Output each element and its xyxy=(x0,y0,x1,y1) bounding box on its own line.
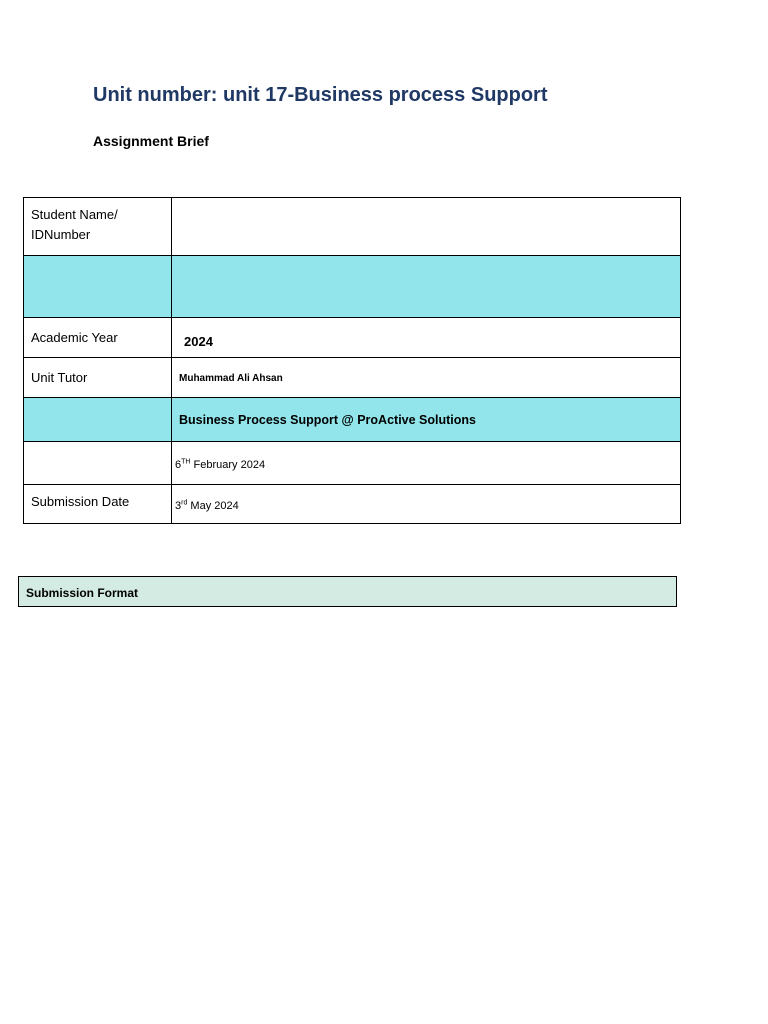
assignment-title-label xyxy=(24,398,172,442)
table-row-academic-year xyxy=(24,318,681,358)
table-row-assignment-title xyxy=(24,398,681,442)
academic-year-label: Academic Year xyxy=(24,318,172,358)
unit-tutor-label: Unit Tutor xyxy=(24,358,172,398)
submission-format-label: Submission Format xyxy=(26,586,139,600)
blank-value-cell xyxy=(172,256,681,318)
table-row-student-name xyxy=(24,198,681,256)
submission-date-value: 3rd May 2024 xyxy=(175,498,239,512)
issue-date-label xyxy=(24,442,172,485)
student-name-value[interactable] xyxy=(172,198,681,256)
table-row-unit-tutor xyxy=(24,358,681,398)
unit-tutor-value: Muhammad Ali Ahsan xyxy=(179,372,283,384)
academic-year-cell xyxy=(172,318,681,358)
student-name-label: Student Name/ IDNumber xyxy=(24,198,172,256)
blank-label-cell xyxy=(24,256,172,318)
submission-date-cell xyxy=(172,485,681,524)
document-subtitle: Assignment Brief xyxy=(93,133,209,149)
table-row-issue-date xyxy=(24,442,681,485)
assignment-title-value: Business Process Support @ ProActive Solutions xyxy=(179,412,476,427)
assignment-brief-table xyxy=(23,197,681,524)
academic-year-value: 2024 xyxy=(184,333,213,349)
submission-format-bar xyxy=(18,576,677,607)
table-row-submission-date xyxy=(24,485,681,524)
submission-date-label: Submission Date xyxy=(24,485,172,524)
document-title: Unit number: unit 17-Business process Support xyxy=(93,84,548,106)
assignment-title-cell xyxy=(172,398,681,442)
issue-date-cell xyxy=(172,442,681,485)
table-row-highlighted-blank xyxy=(24,256,681,318)
issue-date-value: 6TH February 2024 xyxy=(175,457,266,471)
unit-tutor-cell xyxy=(172,358,681,398)
